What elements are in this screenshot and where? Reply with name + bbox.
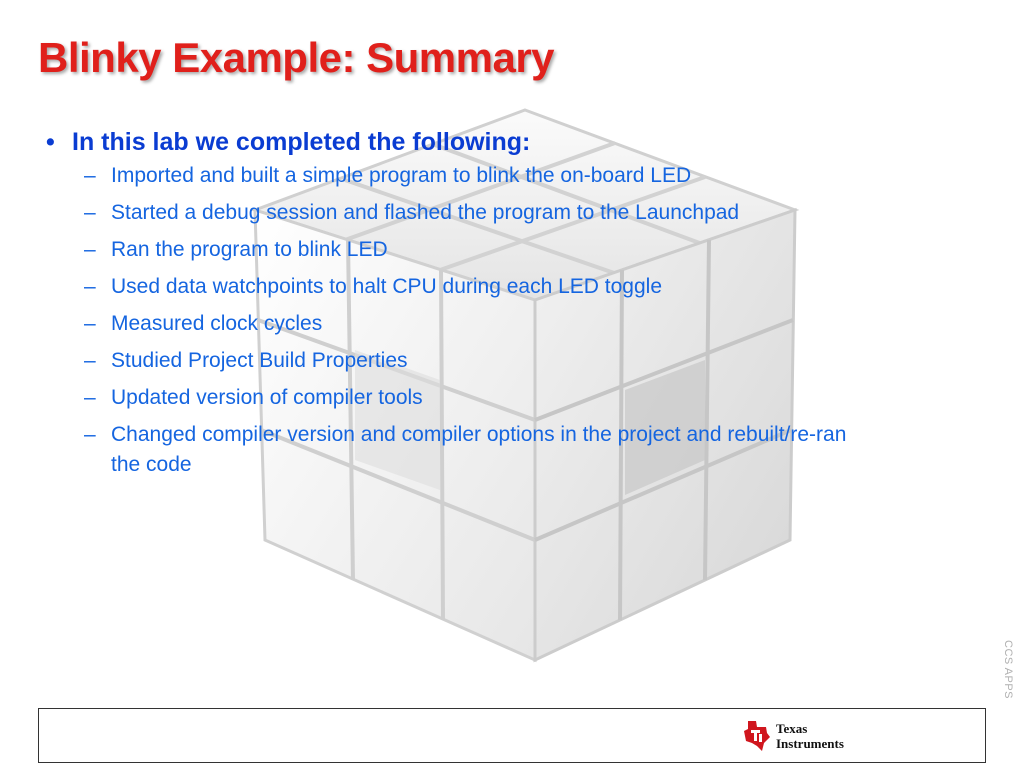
dash-marker: – [84, 238, 96, 261]
content-area [40, 126, 900, 487]
dash-marker: – [84, 201, 96, 224]
main-bullet-text: In this lab we completed the following: [72, 128, 531, 156]
dash-marker: – [84, 386, 96, 409]
footer-bar [38, 708, 986, 763]
dash-marker: – [84, 423, 96, 446]
texas-instruments-logo [742, 717, 844, 755]
list-item-text: Updated version of compiler tools [111, 386, 423, 409]
sub-bullet-list [40, 161, 900, 480]
side-label: CCS APPS [1002, 640, 1014, 700]
dash-marker: – [84, 349, 96, 372]
list-item-text: Changed compiler version and compiler options in the project and rebuilt/re-ran the code [111, 423, 847, 476]
logo-line-2: Instruments [776, 736, 844, 751]
list-item-text: Imported and built a simple program to blink the on-board LED [111, 164, 692, 187]
list-item [84, 272, 900, 302]
dash-marker: – [84, 312, 96, 335]
dash-marker: – [84, 275, 96, 298]
list-item [84, 309, 900, 339]
texas-instruments-logo-icon [742, 719, 772, 753]
logo-wordmark [776, 721, 844, 751]
list-item-text: Studied Project Build Properties [111, 349, 408, 372]
list-item-text: Measured clock cycles [111, 312, 323, 335]
list-item [84, 198, 900, 228]
list-item [84, 161, 900, 191]
logo-line-1: Texas [776, 721, 808, 736]
list-item [84, 420, 874, 480]
bullet-marker: • [46, 128, 55, 156]
dash-marker: – [84, 164, 96, 187]
list-item-text: Ran the program to blink LED [111, 238, 388, 261]
list-item-text: Used data watchpoints to halt CPU during each LED toggle [111, 275, 662, 298]
list-item-text: Started a debug session and flashed the program to the Launchpad [111, 201, 740, 224]
list-item [84, 346, 900, 376]
main-bullet [40, 126, 900, 158]
list-item [84, 235, 900, 265]
slide-title: Blinky Example: Summary [38, 34, 555, 81]
list-item [84, 383, 900, 413]
